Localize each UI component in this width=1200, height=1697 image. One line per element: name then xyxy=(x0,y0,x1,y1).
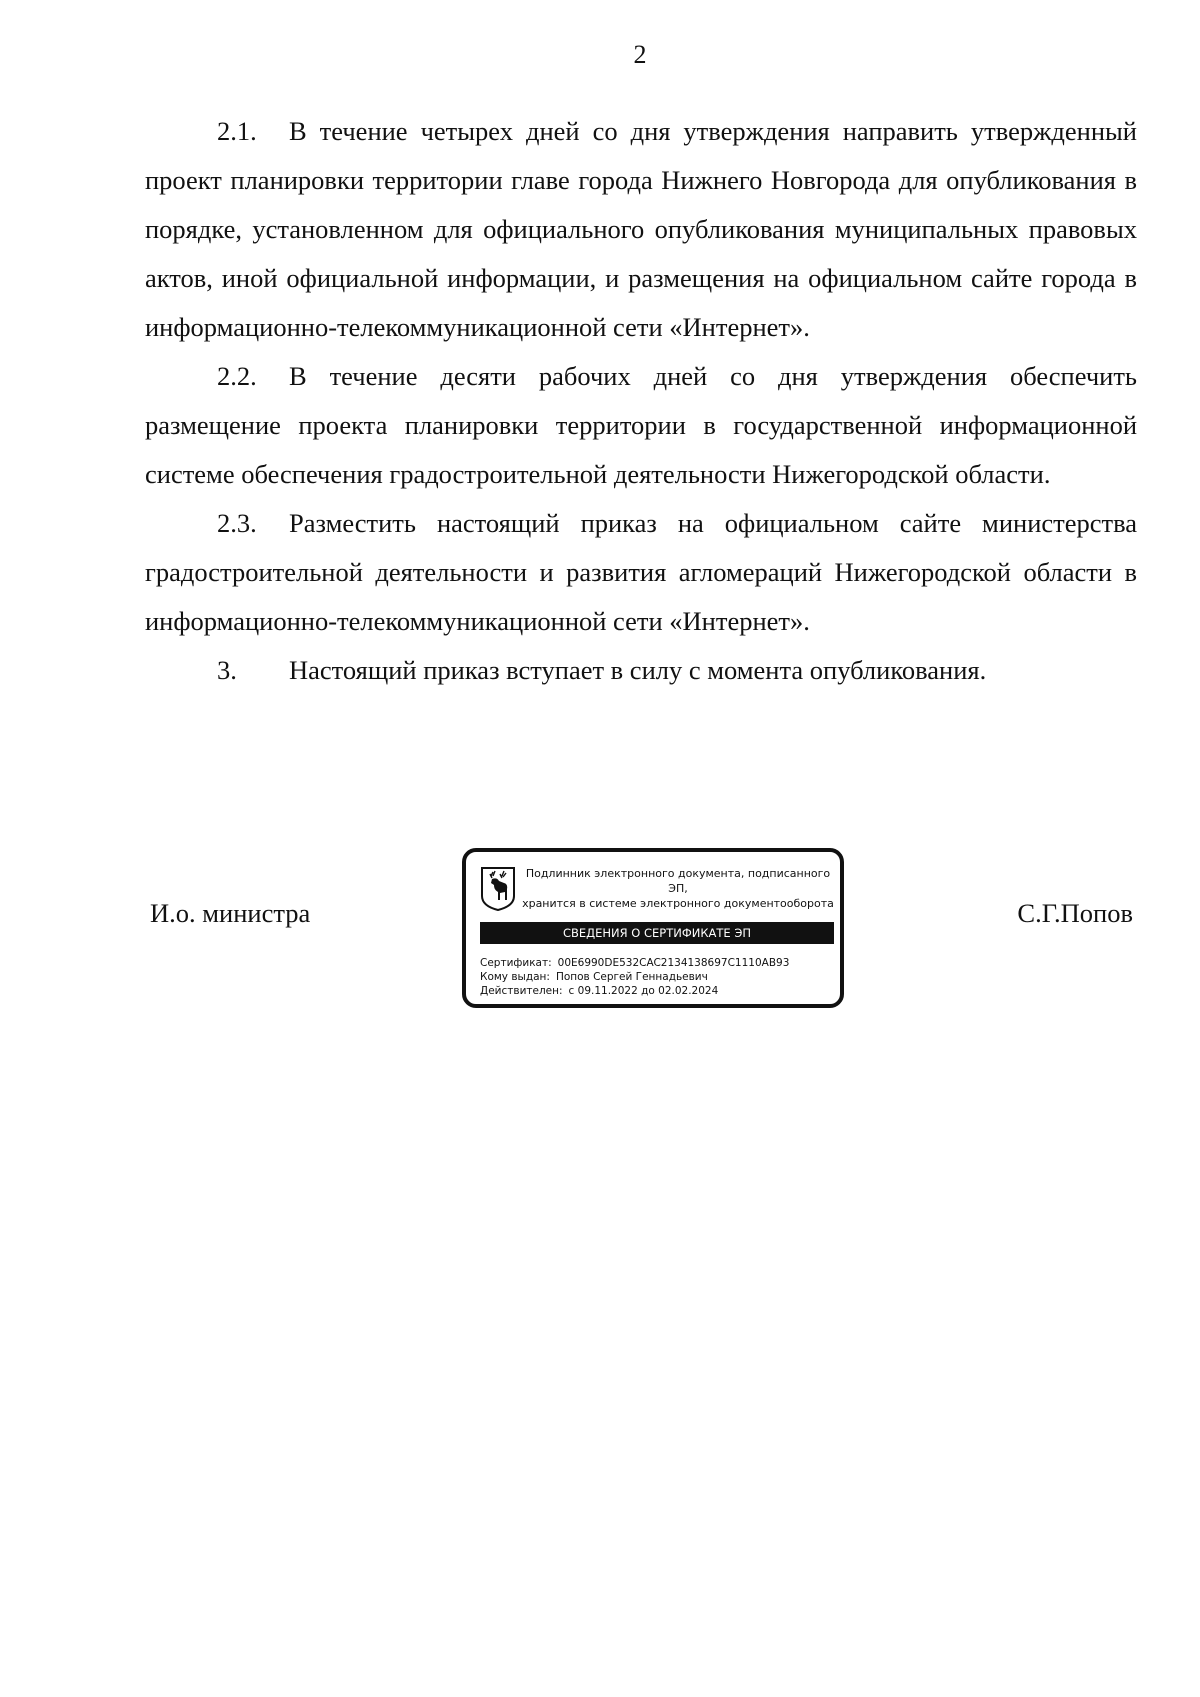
page-number: 2 xyxy=(633,40,647,69)
issued-to-label: Кому выдан: xyxy=(480,971,550,983)
certificate-label: Сертификат: xyxy=(480,957,552,969)
certificate-value: 00E6990DE532CAC2134138697C1110AB93 xyxy=(557,957,790,969)
paragraph-text: Разместить настоящий приказ на официальном сайте министерства градостроительной деятельности и развития агломераций Нижегородской области в информационно-телекоммуникационной сети «Интернет». xyxy=(145,508,1137,636)
validity-value: с 09.11.2022 до 02.02.2024 xyxy=(568,985,719,997)
paragraph-3 xyxy=(145,646,1137,695)
validity-label: Действителен: xyxy=(480,985,563,997)
paragraph-number: 3. xyxy=(217,655,237,685)
stamp-header-line: Подлинник электронного документа, подписанного ЭП, xyxy=(525,867,831,895)
document-body xyxy=(145,107,1137,695)
issued-to-row xyxy=(480,970,834,984)
stamp-title-bar: СВЕДЕНИЯ О СЕРТИФИКАТЕ ЭП xyxy=(480,922,834,944)
signature-block xyxy=(0,848,1200,1028)
signatory-name: С.Г.Попов xyxy=(1017,898,1133,928)
certificate-details xyxy=(480,956,834,998)
paragraph-2-1 xyxy=(145,107,1137,352)
paragraph-text: В течение четырех дней со дня утверждения направить утвержденный проект планировки территории главе города Нижнего Новгорода для опубликования в порядке, установленном для официального опубликования муниципальных правовых актов, иной официальной информации, и размещения на официальном сайте города в информационно-телекоммуникационной сети «Интернет». xyxy=(145,116,1137,342)
paragraph-2-3 xyxy=(145,499,1137,646)
paragraph-number: 2.1. xyxy=(217,116,257,146)
paragraph-number: 2.3. xyxy=(217,508,257,538)
certificate-row xyxy=(480,956,834,970)
paragraph-number: 2.2. xyxy=(217,361,257,391)
signatory-role: И.о. министра xyxy=(150,898,311,928)
paragraph-text: В течение десяти рабочих дней со дня утверждения обеспечить размещение проекта планировки территории в государственной информационной системе обеспечения градостроительной деятельности Нижегородской области. xyxy=(145,361,1137,489)
paragraph-2-2 xyxy=(145,352,1137,499)
issued-to-value: Попов Сергей Геннадьевич xyxy=(555,971,708,983)
electronic-signature-stamp xyxy=(462,848,844,1008)
validity-row xyxy=(480,984,834,998)
stamp-header-line: хранится в системе электронного документооборота xyxy=(522,897,834,910)
paragraph-text: Настоящий приказ вступает в силу с момента опубликования. xyxy=(289,655,987,685)
stamp-header xyxy=(522,866,834,911)
deer-coat-of-arms-icon xyxy=(480,866,516,912)
